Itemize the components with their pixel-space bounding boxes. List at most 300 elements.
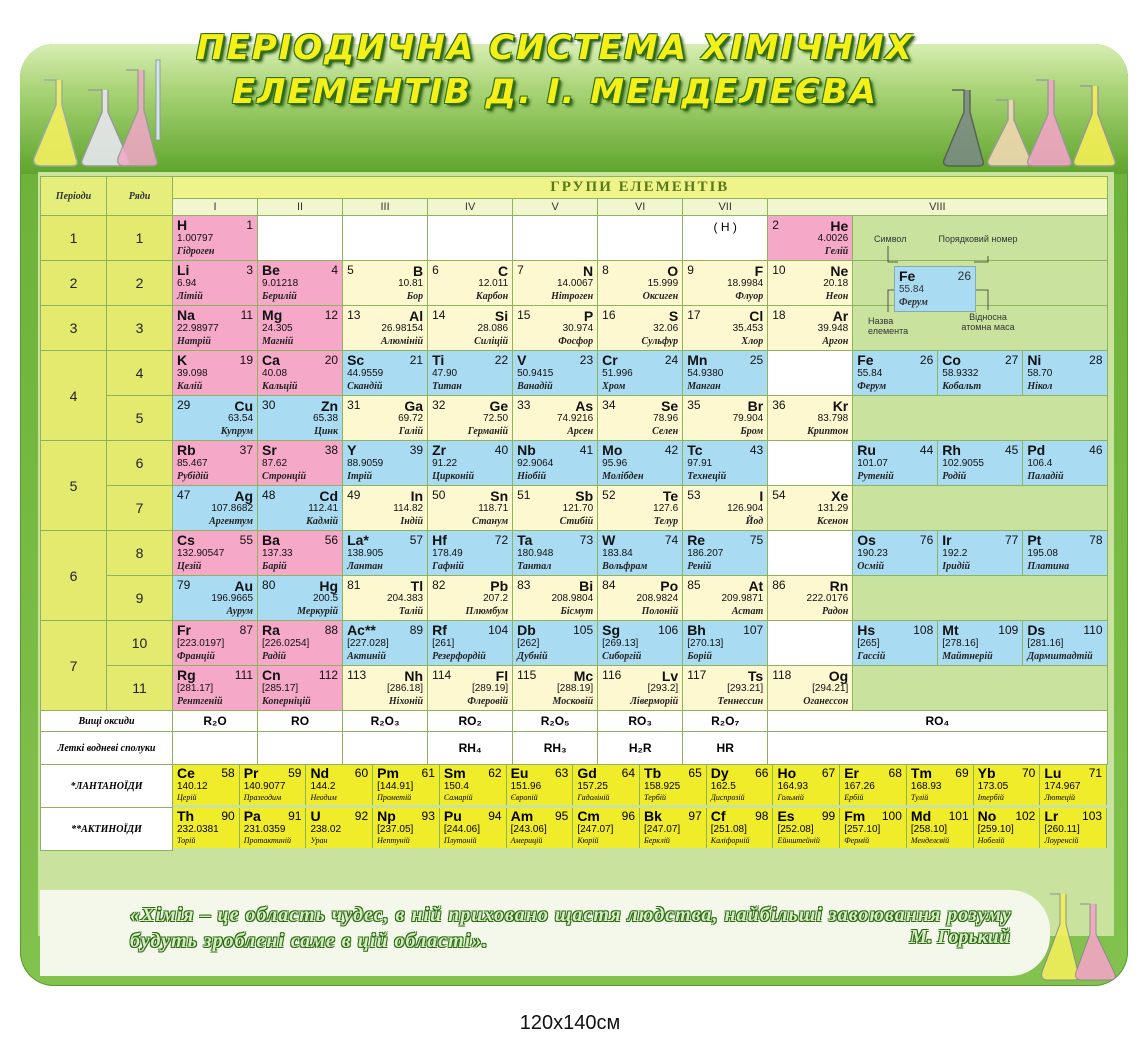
element-cell <box>683 441 768 486</box>
element-cell <box>907 765 974 805</box>
element-mass: 58.70 <box>1027 368 1053 379</box>
element-cell <box>343 441 428 486</box>
element-name: Диспрозій <box>710 793 745 802</box>
quote-panel <box>40 890 1050 976</box>
element-symbol: Cl <box>749 308 764 324</box>
empty-cell <box>853 486 1107 531</box>
element-number: 100 <box>881 808 902 823</box>
element-name: Цирконій <box>432 471 475 482</box>
size-caption: 120x140см <box>519 1012 621 1034</box>
element-number: 102 <box>1015 808 1036 823</box>
element-name: Кадмій <box>306 516 339 527</box>
element-mass: 102.9055 <box>942 458 984 469</box>
element-number: 13 <box>347 308 361 322</box>
element-name: Флеровій <box>467 696 509 707</box>
element-number: 11 <box>240 308 254 322</box>
element-number: 103 <box>1082 808 1103 823</box>
element-cell <box>343 486 428 531</box>
title-line-2: ЕЛЕМЕНТІВ Д. І. МЕНДЕЛЕЄВА <box>232 72 878 112</box>
title-line-1: ПЕРІОДИЧНА СИСТЕМА ХІМІЧНИХ <box>196 28 914 68</box>
element-mass: 69.72 <box>398 413 424 424</box>
element-cell <box>373 765 440 805</box>
element-cell <box>258 621 343 666</box>
element-symbol: I <box>759 488 764 504</box>
element-number: 106 <box>658 623 679 637</box>
element-symbol: Ce <box>177 765 195 781</box>
element-cell <box>938 531 1023 576</box>
element-mass: [258.10] <box>910 823 948 835</box>
element-symbol: K <box>177 352 188 368</box>
element-cell <box>173 531 258 576</box>
element-name: Бор <box>406 291 424 302</box>
element-name: Галій <box>398 426 424 437</box>
element-cell <box>428 261 513 306</box>
element-mass: [259.10] <box>977 823 1014 835</box>
element-number: 1 <box>246 218 254 232</box>
element-symbol: Cd <box>319 488 339 504</box>
element-symbol: Hs <box>857 622 876 638</box>
element-cell <box>768 486 853 531</box>
element-symbol: Sr <box>262 442 277 458</box>
element-mass: [247.07] <box>644 823 681 835</box>
oxide-formula: R₂O <box>173 711 258 732</box>
element-mass: 231.0359 <box>243 823 286 835</box>
element-cell <box>640 765 707 805</box>
element-name: Берилій <box>262 291 297 302</box>
element-cell <box>768 216 853 261</box>
element-number: 85 <box>687 578 701 592</box>
element-name: Дубній <box>517 651 548 662</box>
element-symbol: Zr <box>432 442 447 458</box>
element-mass: [257.10] <box>844 823 881 835</box>
element-mass: 47.90 <box>432 368 458 379</box>
element-number: 57 <box>409 533 424 547</box>
element-number: 4 <box>331 263 339 277</box>
element-name: Актиній <box>347 651 386 662</box>
element-symbol: Ba <box>262 532 280 548</box>
group-header: II <box>258 198 343 215</box>
element-name: Реній <box>687 561 712 572</box>
element-mass: 222.0176 <box>806 593 849 604</box>
element-symbol: Fe <box>857 352 874 368</box>
element-number: 37 <box>239 443 254 457</box>
element-name: Рутеній <box>857 471 894 482</box>
element-number: 33 <box>517 398 531 412</box>
element-number: 49 <box>347 488 361 502</box>
element-mass: 92.9064 <box>517 458 554 469</box>
element-symbol: Bk <box>644 807 662 824</box>
element-number: 116 <box>602 668 622 682</box>
element-symbol: Hf <box>432 532 447 548</box>
element-number: 77 <box>1004 533 1019 547</box>
element-name: Оганессон <box>803 696 849 707</box>
element-symbol: Mo <box>602 442 623 458</box>
period-number: 1 <box>41 216 107 261</box>
element-cell <box>683 531 768 576</box>
element-symbol: Rg <box>177 667 196 683</box>
element-symbol: Np <box>377 807 396 824</box>
element-symbol: Tc <box>687 442 703 458</box>
element-cell <box>173 441 258 486</box>
element-number: 115 <box>517 668 537 682</box>
element-number: 12 <box>324 308 339 322</box>
element-name: Уран <box>310 835 328 845</box>
empty-cell <box>343 216 428 261</box>
element-name: Майтнерій <box>942 651 993 662</box>
element-name: Нікол <box>1027 381 1053 392</box>
element-number: 117 <box>687 668 707 682</box>
oxide-formula: R₂O₃ <box>343 711 428 732</box>
element-number: 5 <box>347 263 354 277</box>
element-number: 56 <box>324 533 339 547</box>
element-cell <box>683 306 768 351</box>
element-mass: 183.84 <box>602 548 633 559</box>
element-symbol: Cm <box>577 807 600 824</box>
element-cell <box>853 531 938 576</box>
element-symbol: Hg <box>319 578 339 594</box>
element-number: 10 <box>772 263 786 277</box>
element-symbol: Ir <box>942 532 952 548</box>
element-name: Хлор <box>741 336 764 347</box>
element-name: Бісмут <box>560 606 594 617</box>
element-cell <box>573 765 640 805</box>
element-number: 26 <box>919 353 934 367</box>
element-name: Селен <box>652 426 679 437</box>
element-number: 31 <box>347 398 361 412</box>
element-cell <box>840 808 907 848</box>
element-symbol: No <box>977 807 997 824</box>
element-name: Дармштадтій <box>1027 651 1093 662</box>
hydride-formula <box>343 732 428 765</box>
element-cell <box>513 261 598 306</box>
element-symbol: Db <box>517 622 536 638</box>
element-mass: 88.9059 <box>347 458 384 469</box>
element-name: Фосфор <box>558 336 594 347</box>
element-cell <box>428 621 513 666</box>
element-name: Америцій <box>510 835 543 845</box>
oxides-label: Вищі оксиди <box>41 711 173 732</box>
element-number: 64 <box>621 766 636 780</box>
hydride-formula: RH₃ <box>513 732 598 765</box>
element-mass: 1.00797 <box>177 233 214 244</box>
element-name: Барій <box>262 561 287 572</box>
element-cell <box>258 531 343 576</box>
element-symbol: Es <box>777 807 795 824</box>
hydrides-label: Леткі водневі сполуки <box>41 732 173 765</box>
element-number: 6 <box>432 263 439 277</box>
element-name: Гелій <box>824 246 849 257</box>
oxide-formula: R₂O₇ <box>683 711 768 732</box>
element-symbol: Md <box>910 807 932 824</box>
empty-cell <box>853 576 1107 621</box>
element-mass: 54.9380 <box>687 368 724 379</box>
legend-mass-label: Відносна атомна маса <box>961 312 1015 332</box>
element-name: Ітрій <box>347 471 373 482</box>
quote-author: М. Горький <box>909 926 1010 948</box>
element-number: 68 <box>888 766 902 780</box>
element-mass: [262] <box>517 638 540 649</box>
lanthanides-label: *ЛАНТАНОЇДИ <box>41 765 173 808</box>
element-mass: 9.01218 <box>262 278 299 289</box>
element-name: Гадоліній <box>577 793 610 802</box>
element-symbol: Er <box>844 765 859 781</box>
element-mass: 140.12 <box>177 781 208 792</box>
element-symbol: Kr <box>832 398 849 414</box>
element-cell <box>513 306 598 351</box>
element-symbol: Tm <box>910 765 932 781</box>
element-cell <box>428 531 513 576</box>
element-number: 74 <box>664 533 679 547</box>
element-number: 97 <box>688 808 702 823</box>
row-number: 9 <box>107 576 173 621</box>
element-symbol: Tb <box>644 765 662 781</box>
element-symbol: Ts <box>747 668 764 684</box>
hydrogen-group7-cell <box>683 216 768 261</box>
element-symbol: V <box>517 352 527 368</box>
element-mass: 72.50 <box>483 413 509 424</box>
element-symbol: In <box>410 488 424 504</box>
element-name: Гольмій <box>777 793 804 802</box>
element-mass: 65.38 <box>313 413 339 424</box>
element-cell <box>938 621 1023 666</box>
element-name: Московій <box>552 696 594 707</box>
element-mass: [144.91] <box>377 781 414 792</box>
element-cell <box>768 261 853 306</box>
element-symbol: Lu <box>1044 765 1062 781</box>
element-symbol: Rf <box>432 622 447 638</box>
element-mass: [281.17] <box>177 683 214 694</box>
element-number: 78 <box>1089 533 1103 547</box>
element-mass: 97.91 <box>687 458 713 469</box>
element-name: Радон <box>822 606 849 617</box>
element-mass: 14.0067 <box>557 278 594 289</box>
element-cell <box>343 666 428 711</box>
element-symbol: Mt <box>942 622 959 638</box>
hydride-formula: RH₄ <box>428 732 513 765</box>
element-name: Коперніцій <box>262 696 311 707</box>
group-header: VI <box>598 198 683 215</box>
element-name: Плюмбум <box>465 606 509 617</box>
element-mass: [270.13] <box>687 638 724 649</box>
legend <box>868 228 1028 348</box>
element-cell <box>343 396 428 441</box>
actinides-label: **АКТИНОЇДИ <box>41 808 173 851</box>
element-symbol: P <box>583 308 594 324</box>
element-name: Кобальт <box>942 381 982 392</box>
element-name: Ксенон <box>816 516 849 527</box>
empty-cell <box>853 396 1107 441</box>
element-name: Ніхоній <box>388 696 424 707</box>
element-cell <box>258 396 343 441</box>
element-number: 2 <box>772 218 779 232</box>
element-symbol: Sg <box>602 622 621 638</box>
element-symbol: Si <box>494 308 509 324</box>
element-symbol: C <box>498 263 509 279</box>
element-cell <box>306 808 373 848</box>
element-symbol: Fr <box>177 622 191 638</box>
element-number: 59 <box>288 766 302 780</box>
element-mass: 106.4 <box>1027 458 1053 469</box>
element-number: 21 <box>409 353 424 367</box>
element-number: 101 <box>948 808 969 823</box>
element-mass: 127.6 <box>653 503 679 514</box>
element-number: 35 <box>687 398 701 412</box>
element-name: Калій <box>177 381 203 392</box>
element-cell <box>343 621 428 666</box>
element-symbol: Mc <box>573 668 594 684</box>
element-cell <box>683 666 768 711</box>
element-mass: 51.996 <box>602 368 633 379</box>
element-cell <box>768 576 853 621</box>
element-symbol: La* <box>347 532 369 548</box>
element-cell <box>513 531 598 576</box>
element-name: Нобелій <box>977 835 1005 845</box>
element-mass: 209.9871 <box>721 593 764 604</box>
groups-title: ГРУПИ ЕЛЕМЕНТІВ <box>173 177 1108 199</box>
element-name: Титан <box>432 381 462 392</box>
element-number: 63 <box>554 766 569 780</box>
row-number: 2 <box>107 261 173 306</box>
element-mass: 200.5 <box>313 593 339 604</box>
element-name: Кюрій <box>577 835 599 845</box>
element-mass: 173.05 <box>977 781 1009 792</box>
element-symbol: Ag <box>234 488 254 504</box>
element-name: Молібден <box>602 471 644 482</box>
empty-cell <box>768 531 853 576</box>
element-symbol: Te <box>662 488 679 504</box>
element-name: Манган <box>687 381 721 392</box>
element-symbol: Y <box>347 442 357 458</box>
element-number: 113 <box>347 668 367 682</box>
row-number: 5 <box>107 396 173 441</box>
element-cell <box>598 306 683 351</box>
element-cell <box>683 261 768 306</box>
element-cell <box>173 216 258 261</box>
element-number: 92 <box>354 808 369 823</box>
element-cell <box>173 261 258 306</box>
element-cell <box>513 396 598 441</box>
element-cell <box>173 486 258 531</box>
element-name: Резерфордій <box>432 651 486 662</box>
element-symbol: S <box>668 308 679 324</box>
element-mass: 114.82 <box>393 503 424 514</box>
element-name: Рентгеній <box>177 696 223 707</box>
element-name: Самарій <box>443 793 473 802</box>
element-symbol: Fl <box>495 668 509 684</box>
element-symbol: Bh <box>687 622 706 638</box>
element-symbol: Rn <box>829 578 849 594</box>
element-cell <box>1040 808 1107 848</box>
element-mass: 178.49 <box>432 548 463 559</box>
element-mass: 207.2 <box>483 593 509 604</box>
element-cell <box>1040 765 1107 805</box>
element-name: Лантан <box>347 561 383 572</box>
element-mass: [294.21] <box>812 683 849 694</box>
element-name: Цинк <box>314 426 339 437</box>
element-symbol: Ra <box>262 622 280 638</box>
element-name: Прометій <box>377 793 412 802</box>
element-mass: [243.06] <box>510 823 547 835</box>
element-name: Стибій <box>559 516 594 527</box>
element-symbol: Cr <box>602 352 618 368</box>
element-cell <box>428 666 513 711</box>
element-number: 45 <box>1004 443 1019 457</box>
element-mass: 18.9984 <box>727 278 764 289</box>
element-symbol: Fm <box>844 807 866 824</box>
element-cell <box>173 576 258 621</box>
element-name: Купрум <box>220 426 254 437</box>
element-cell <box>853 621 938 666</box>
empty-cell <box>853 666 1107 711</box>
element-number: 93 <box>421 808 435 823</box>
element-mass: 30.974 <box>562 323 594 334</box>
element-symbol: Th <box>177 807 195 824</box>
element-number: 8 <box>602 263 609 277</box>
element-mass: 158.925 <box>644 781 681 792</box>
element-mass: 204.383 <box>386 593 424 604</box>
element-mass: [251.08] <box>710 823 747 835</box>
element-cell <box>173 666 258 711</box>
element-name: Аурум <box>226 606 254 617</box>
element-name: Силіцій <box>474 336 509 347</box>
flask-bottom-icon <box>1030 884 1120 984</box>
element-name: Іридій <box>942 561 971 572</box>
element-cell <box>598 396 683 441</box>
element-number: 15 <box>517 308 531 322</box>
element-mass: 85.467 <box>177 458 208 469</box>
rows-header: Ряди <box>107 177 173 216</box>
flask-left-icon <box>26 50 166 170</box>
element-mass: [261] <box>432 638 455 649</box>
element-symbol: Lr <box>1044 807 1059 824</box>
element-name: Тантал <box>517 561 552 572</box>
element-mass: 83.798 <box>817 413 849 424</box>
element-number: 90 <box>221 808 235 823</box>
element-cell <box>974 808 1041 848</box>
element-number: 81 <box>347 578 361 592</box>
element-cell <box>640 808 707 848</box>
element-mass: 118.71 <box>478 503 509 514</box>
element-symbol: Lv <box>661 668 679 684</box>
element-name: Сиборгій <box>602 651 642 662</box>
element-cell <box>598 576 683 621</box>
element-name: Нітроген <box>551 291 594 302</box>
legend-example-mass: 55.84 <box>899 284 925 295</box>
element-number: 51 <box>517 488 531 502</box>
element-mass: 174.967 <box>1044 781 1081 792</box>
element-number: 66 <box>755 766 769 780</box>
element-name: Технецій <box>687 471 727 482</box>
legend-order-label: Порядковий номер <box>938 234 1018 244</box>
legend-example-number: 26 <box>957 269 971 283</box>
element-name: Тулій <box>910 793 929 802</box>
element-symbol: Al <box>409 308 424 324</box>
element-name: Бром <box>740 426 764 437</box>
quote-text: «Хімія – це область чудес, в ній приховано щастя людства, найбільші завоювання розуму будуть зроблені саме в цій області». <box>130 904 1012 952</box>
element-symbol: Cs <box>177 532 195 548</box>
element-cell <box>173 396 258 441</box>
element-name: Хром <box>602 381 626 392</box>
element-symbol: Ge <box>489 398 509 414</box>
element-mass: 151.96 <box>510 781 542 792</box>
element-number: 73 <box>579 533 594 547</box>
element-mass: 26.98154 <box>381 323 424 334</box>
element-symbol: O <box>667 263 679 279</box>
element-symbol: Ta <box>517 532 533 548</box>
element-name: Осмій <box>857 561 885 572</box>
legend-example-name: Ферум <box>899 297 928 308</box>
element-mass: 144.2 <box>310 781 336 792</box>
